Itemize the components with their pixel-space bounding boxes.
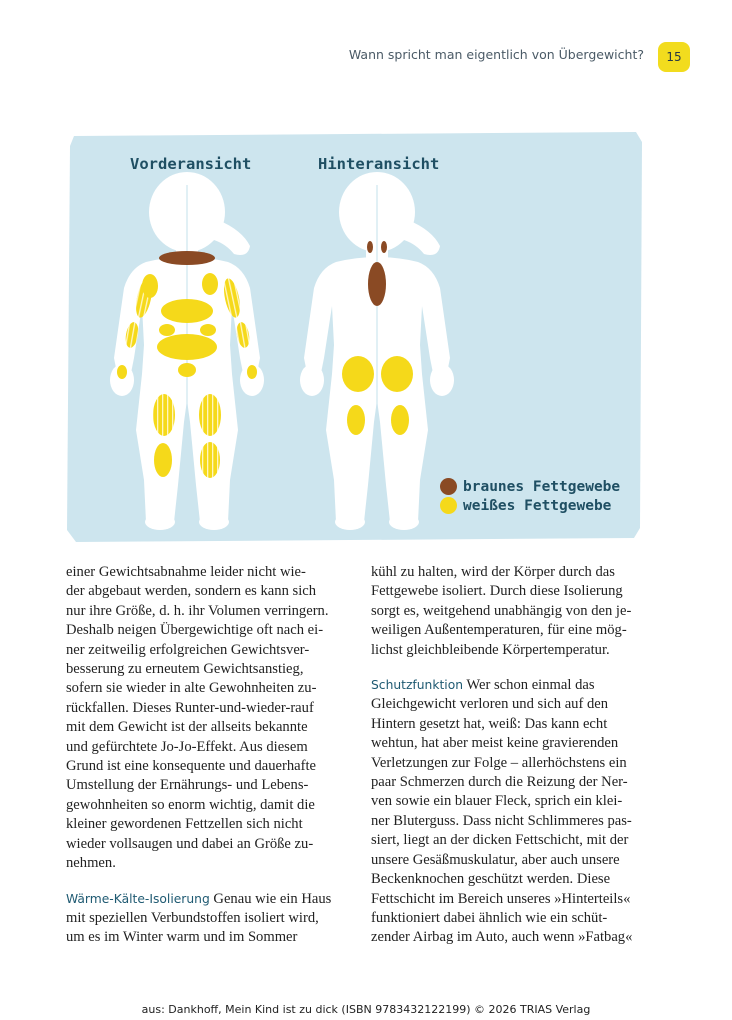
- right-paragraph-2: [371, 676, 663, 948]
- page-number-badge: 15: [658, 42, 690, 72]
- running-header-title: Wann spricht man eigentlich von Übergewicht?: [348, 47, 644, 62]
- heading-waerme-kaelte-isolierung: Wärme-Kälte-Isolierung: [66, 891, 210, 906]
- right-paragraph-1: kühl zu halten, wird der Körper durch das Fettgewebe isoliert. Durch diese Isolierung sorgt es, weitgehend unabhängig von den je- weiligen Außentemperaturen, für eine mög- lichst gleichbleibende Körpertemperatur.: [371, 564, 632, 658]
- legend-brown-fat-label: braunes Fettgewebe: [463, 478, 621, 495]
- footer-citation: aus: Dankhoff, Mein Kind ist zu dick (ISBN 9783432122199) © 2026 TRIAS Verlag: [141, 1003, 591, 1016]
- back-brown-fat-neck-left: [367, 241, 373, 253]
- brown-fat-swatch: [440, 478, 457, 495]
- left-text-column: [66, 563, 356, 948]
- legend-white-fat: [440, 497, 611, 514]
- right-text-column: [371, 563, 663, 948]
- left-paragraph-2: [66, 890, 356, 948]
- right-paragraph-2-text: Wer schon einmal das Gleichgewicht verloren und sich auf den Hintern gesetzt hat, weiß: Das kann echt wehtun, hat aber meist keine gravierenden Verletzungen zur Folge – allerhöchstens ein paar Schmerzen durch die Reizung der Ner- ven sowie ein blauer Fleck, sprich ein klei- ner Bluterguss. Dass nicht Schlimmeres pas- siert, liegt an der dicken Fettschicht, mit der unsere Gesäßmuskulatur, aber auch unsere Beckenknochen geschützt werden. Diese Fettschicht im Bereich unseres »Hinterteils« funktioniert dabei ähnlich wie ein schüt- zender Airbag im Auto, auch wenn »Fatbag«: [371, 677, 633, 946]
- heading-schutzfunktion: Schutzfunktion: [371, 678, 464, 693]
- legend-white-fat-label: weißes Fettgewebe: [463, 497, 612, 514]
- legend-brown-fat: [440, 478, 620, 495]
- back-brown-fat-neck-right: [381, 241, 387, 253]
- front-brown-fat-neck: [159, 251, 215, 265]
- white-fat-swatch: [440, 497, 457, 514]
- left-paragraph-1: einer Gewichtsabnahme leider nicht wie- der abgebaut werden, sondern es kann sich nur ihre Größe, d. h. ihr Volumen verringern. Deshalb neigen Übergewichtige oft nach ei- ner zeitweilig erfolgreichen Gewichtsver- besserung zu erneutem Gewichtsanstieg, sofern sie wieder in alte Gewohnheiten zu- rückfallen. Dieses Runter-und-wieder-rauf mit dem Gewicht ist der allseits bekannte und gefürchtete Jo-Jo-Effekt. Aus diesem Grund ist eine konsequente und dauerhafte Umstellung der Ernährungs- und Lebens- gewohnheiten so enorm wichtig, damit die kleiner gewordenen Fettzellen sich nicht wieder vollsaugen und dabei an Größe zu- nehmen.: [66, 564, 329, 872]
- left-paragraph-2-text: Genau wie ein Haus mit speziellen Verbundstoffen isoliert wird, um es im Winter warm und im Sommer: [66, 890, 332, 946]
- back-view-label: Hinteransicht: [318, 155, 440, 173]
- front-view-label: Vorderansicht: [130, 155, 252, 173]
- body-fat-figure: [64, 130, 644, 545]
- back-brown-fat-upper: [368, 262, 386, 306]
